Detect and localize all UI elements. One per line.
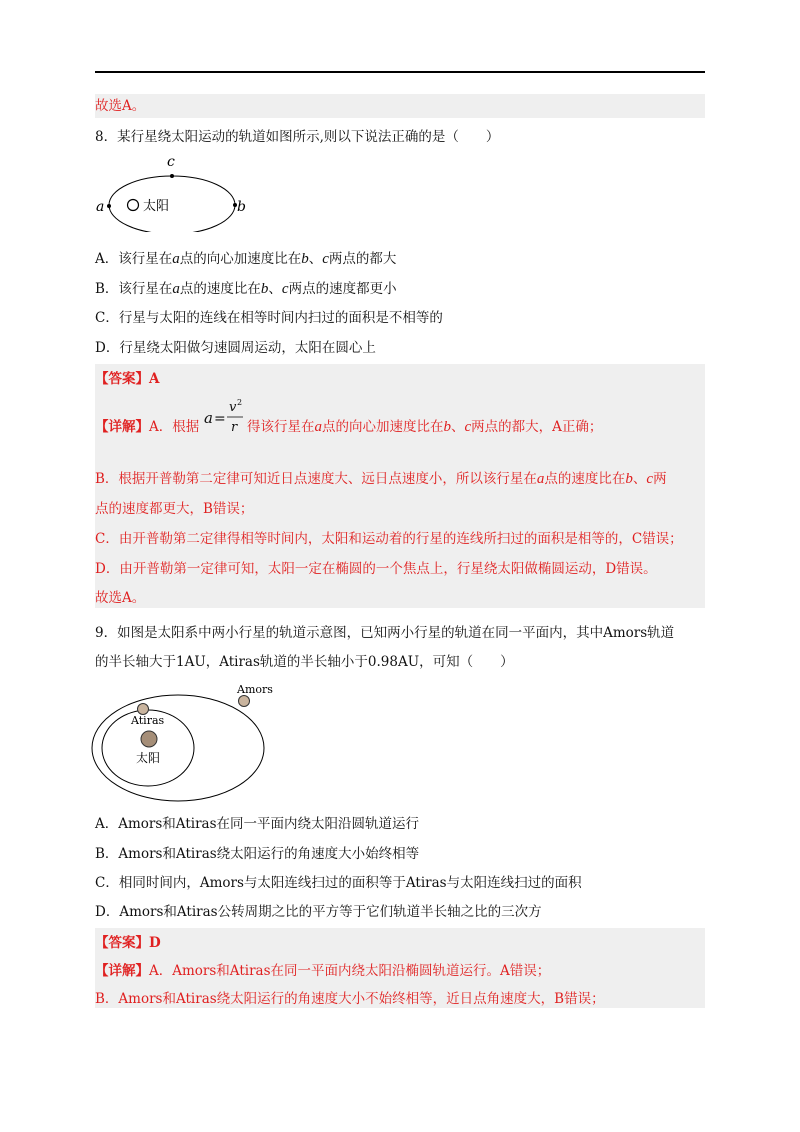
q9-option-a: A．Amors和Atiras在同一平面内绕太阳沿圆轨道运行 <box>95 816 419 832</box>
q8-detail-d: D．由开普勒第一定律可知，太阳一定在椭圆的一个焦点上，行星绕太阳做椭圆运动，D错误。 <box>95 561 657 577</box>
q9-option-c: C．相同时间内，Amors与太阳连线扫过的面积等于Atiras与太阳连线扫过的面积 <box>95 875 582 891</box>
q8-label-b: b <box>237 199 246 215</box>
svg-text:r: r <box>231 420 238 435</box>
q9-stem-line1: 9．如图是太阳系中两小行星的轨道示意图，已知两小行星的轨道在同一平面内，其中Amors轨道 <box>95 625 675 641</box>
q8-detail-b: B．根据开普勒第二定律可知近日点速度大、远日点速度小，所以该行星在a点的速度比在b、c两 <box>95 471 667 487</box>
q8-stem: 8．某行星绕太阳运动的轨道如图所示,则以下说法正确的是（ ） <box>95 129 500 145</box>
q9-stem-line2: 的半长轴大于1AU，Atiras轨道的半长轴小于0.98AU，可知（ ） <box>95 654 514 670</box>
q8-option-d: D．行星绕太阳做匀速圆周运动，太阳在圆心上 <box>95 340 376 356</box>
q9-option-b: B．Amors和Atiras绕太阳运行的角速度大小始终相等 <box>95 846 420 862</box>
q8-point-a <box>107 204 111 208</box>
q8-option-a: A．该行星在a点的向心加速度比在b、c两点的都大 <box>95 251 397 267</box>
q9-detail-b: B．Amors和Atiras绕太阳运行的角速度大小不始终相等，近日点角速度大，B错误； <box>95 991 605 1007</box>
q8-detail-a: 【详解】A．根据 <box>95 419 200 435</box>
q8-answer: 【答案】A <box>95 371 160 387</box>
sun-label: 太阳 <box>136 751 161 765</box>
svg-text:=: = <box>214 411 226 427</box>
q9-orbit-figure <box>90 678 280 808</box>
q9-answer: 【答案】D <box>95 935 161 951</box>
atiras-label: Atiras <box>131 714 165 727</box>
atiras-planet <box>138 704 149 715</box>
svg-text:2: 2 <box>237 398 243 407</box>
amors-label: Amors <box>237 683 273 696</box>
q8-label-a: a <box>96 199 105 215</box>
amors-planet <box>239 696 250 707</box>
q9-option-d: D．Amors和Atiras公转周期之比的平方等于它们轨道半长轴之比的三次方 <box>95 904 542 920</box>
svg-text:v: v <box>229 400 237 415</box>
q8-orbit-figure <box>90 152 250 232</box>
q8-formula <box>203 398 249 440</box>
q8-label-c: c <box>167 154 175 170</box>
amors-orbit <box>92 695 264 801</box>
header-rule <box>95 71 705 73</box>
q8-conclusion: 故选A。 <box>95 590 146 606</box>
q9-detail-a: 【详解】A．Amors和Atiras在同一平面内绕太阳沿椭圆轨道运行。A错误； <box>95 963 551 979</box>
q8-sun-circle <box>128 200 139 211</box>
q8-option-c: C．行星与太阳的连线在相等时间内扫过的面积是不相等的 <box>95 310 443 326</box>
prev-solution-block <box>95 94 705 118</box>
q8-option-b: B．该行星在a点的速度比在b、c两点的速度都更小 <box>95 281 397 297</box>
q8-point-c <box>170 174 174 178</box>
sun-disk <box>141 731 157 747</box>
q8-sun-label: 太阳 <box>143 199 170 214</box>
prev-conclusion: 故选A。 <box>95 98 146 114</box>
svg-text:a: a <box>204 409 213 427</box>
q8-detail-c: C．由开普勒第二定律得相等时间内，太阳和运动着的行星的连线所扫过的面积是相等的，C错误； <box>95 531 683 547</box>
q8-detail-b-cont: 点的速度都更大，B错误； <box>95 501 254 517</box>
q8-detail-a-rest: 得该行星在a点的向心加速度比在b、c两点的都大，A正确； <box>247 419 603 435</box>
